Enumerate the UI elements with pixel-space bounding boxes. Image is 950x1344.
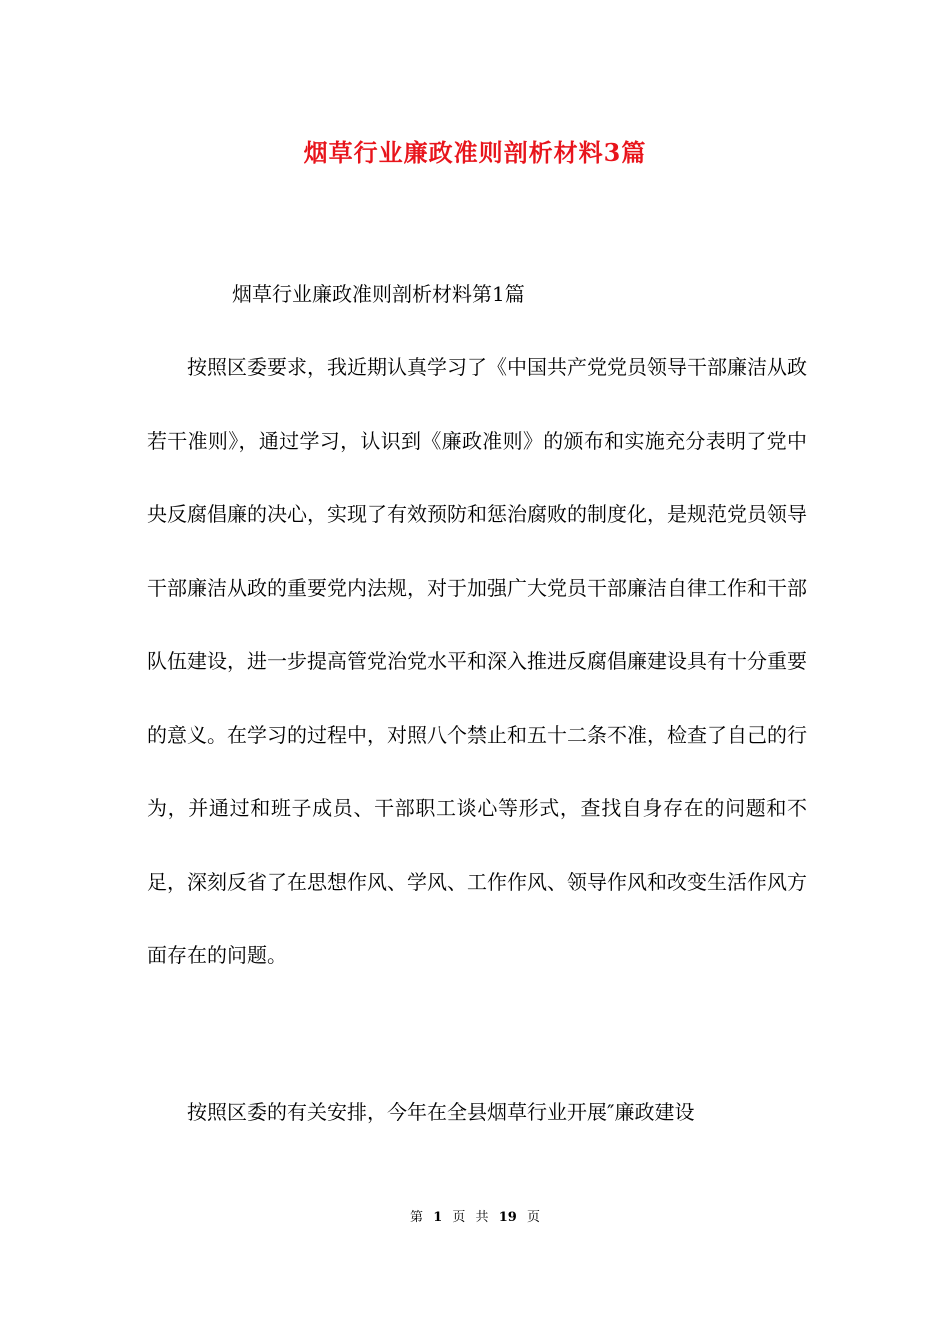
page-footer: [0, 1208, 950, 1228]
footer-label-total: 共: [475, 1210, 489, 1225]
body-paragraph-1: 按照区委要求，我近期认真学习了《中国共产党党员领导干部廉洁从政若干准则》，通过学习，认识到《廉政准则》的颁布和实施充分表明了党中央反腐倡廉的决心，实现了有效预防和惩治腐败的制度化，是规范党员领导干部廉洁从政的重要党内法规，对于加强广大党员干部廉洁自律工作和干部队伍建设，进一步提高管党治党水平和深入推进反腐倡廉建设具有十分重要的意义。在学习的过程中，对照八个禁止和五十二条不准，检查了自己的行为，并通过和班子成员、干部职工谈心等形式，查找自身存在的问题和不足，深刻反省了在思想作风、学风、工作作风、领导作风和改变生活作风方面存在的问题。: [147, 355, 807, 967]
footer-label-unit: 页: [452, 1210, 466, 1225]
document-title: 烟草行业廉政准则剖析材料3篇: [303, 138, 647, 167]
footer-current-page: 1: [433, 1210, 443, 1225]
footer-label-unit2: 页: [526, 1210, 540, 1225]
body-paragraph-2: 按照区委的有关安排，今年在全县烟草行业开展″廉政建设: [187, 1100, 695, 1124]
footer-total-pages: 19: [498, 1210, 517, 1225]
section-heading: 烟草行业廉政准则剖析材料第1篇: [232, 282, 525, 306]
footer-label-page: 第: [410, 1210, 424, 1225]
